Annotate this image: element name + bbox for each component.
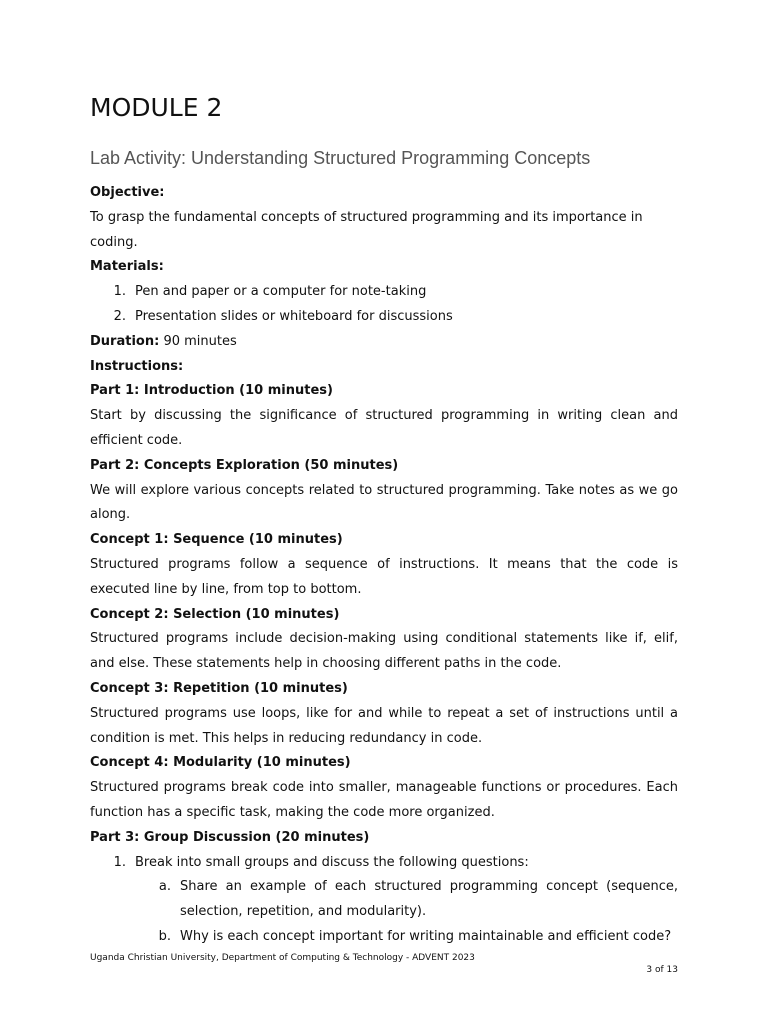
list-text: Pen and paper or a computer for note-taking — [135, 284, 427, 300]
list-number: 1. — [113, 854, 126, 870]
page-footer-text: Uganda Christian University, Department of Computing & Technology - ADVENT 2023 — [90, 953, 475, 963]
list-number: 2. — [113, 308, 126, 324]
concept2-text: Structured programs include decision-making using conditional statements like if, elif, and else. These statements help in choosing different paths in the code. — [90, 631, 678, 672]
sub-list-letter: b. — [158, 928, 171, 944]
duration-line — [90, 330, 678, 355]
instructions-label: Instructions: — [90, 358, 184, 374]
part2-text: We will explore various concepts related to structured programming. Take notes as we go along. — [90, 482, 678, 523]
objective-label: Objective: — [90, 185, 165, 200]
concept3-heading: Concept 3: Repetition (10 minutes) — [90, 680, 348, 696]
concept4-text: Structured programs break code into smaller, manageable functions or procedures. Each function has a specific task, making the code more organized. — [90, 780, 678, 820]
list-item — [90, 851, 678, 876]
materials-label: Materials: — [90, 259, 164, 275]
sub-list-item — [90, 875, 678, 925]
concept3-text: Structured programs use loops, like for and while to repeat a set of instructions until a condition is met. This helps in reducing redundancy in code. — [90, 705, 678, 746]
page-number: 3 of 13 — [646, 965, 678, 975]
concept1-text: Structured programs follow a sequence of instructions. It means that the code is executed line by line, from top to bottom. — [90, 556, 678, 597]
part2-heading: Part 2: Concepts Exploration (50 minutes) — [90, 457, 399, 473]
sub-list-text: Why is each concept important for writing maintainable and efficient code? — [180, 928, 672, 944]
lab-activity-title: Lab Activity: Understanding Structured Programming Concepts — [90, 148, 591, 168]
list-text: Presentation slides or whiteboard for discussions — [135, 308, 453, 324]
part1-text: Start by discussing the significance of structured programming in writing clean and efficient code. — [90, 408, 678, 448]
sub-list-text: Share an example of each structured programming concept (sequence, selection, repetition, and modularity). — [180, 879, 678, 920]
concept1-heading: Concept 1: Sequence (10 minutes) — [90, 532, 343, 548]
list-item — [90, 305, 678, 330]
objective-text: To grasp the fundamental concepts of structured programming and its importance in coding. — [90, 209, 643, 250]
concept2-heading: Concept 2: Selection (10 minutes) — [90, 606, 340, 622]
list-number: 1. — [113, 284, 126, 300]
concept4-heading: Concept 4: Modularity (10 minutes) — [90, 755, 351, 771]
part1-heading: Part 1: Introduction (10 minutes) — [90, 383, 333, 399]
document-body — [90, 181, 678, 950]
list-text: Break into small groups and discuss the following questions: — [135, 854, 529, 870]
part3-heading: Part 3: Group Discussion (20 minutes) — [90, 829, 370, 845]
sub-list-letter: a. — [158, 879, 171, 895]
duration-value: 90 minutes — [163, 333, 237, 349]
duration-label: Duration: — [90, 333, 160, 349]
list-item — [90, 280, 678, 305]
sub-list-item — [90, 925, 678, 950]
module-title: MODULE 2 — [90, 93, 223, 122]
